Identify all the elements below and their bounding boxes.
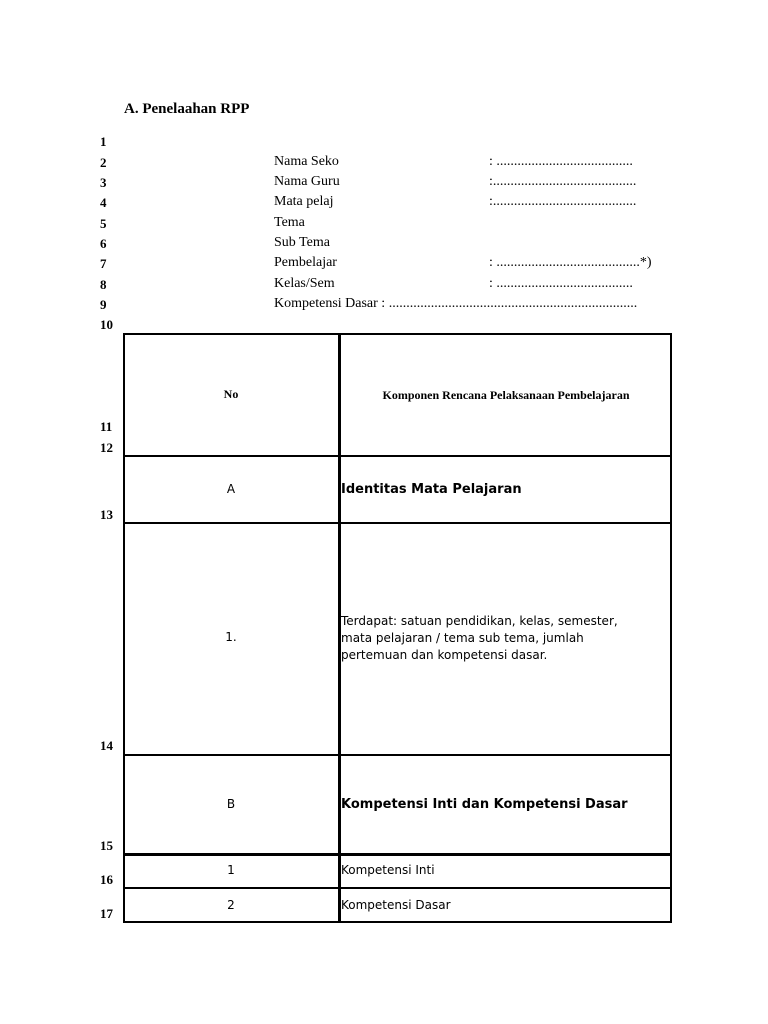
field-label-pembelajaran: Pembelajar	[274, 255, 337, 270]
section-title: A. Penelaahan RPP	[124, 101, 250, 117]
field-label-mata-pelajaran: Mata pelaj	[274, 194, 334, 209]
row-divider	[123, 754, 672, 756]
row-number: 16	[100, 872, 113, 887]
header-komponen: Komponen Rencana Pelaksanaan Pembelajaran	[382, 388, 630, 402]
field-value-nama-sekolah: : .......................................	[489, 154, 633, 169]
row-number: 1	[100, 134, 107, 149]
row-number: 12	[100, 440, 113, 455]
row-number: 15	[100, 838, 113, 853]
field-label-nama-guru: Nama Guru	[274, 174, 340, 189]
field-value-nama-guru: :.........................................	[489, 174, 637, 189]
field-value-pembelajaran: : .........................................*)	[489, 255, 652, 270]
header-no: No	[223, 387, 239, 401]
table-border-top	[123, 333, 672, 335]
table-row-no: A	[226, 482, 236, 496]
row-divider	[123, 887, 672, 889]
table-row-text: Kompetensi Inti dan Kompetensi Dasar	[341, 797, 628, 812]
row-divider	[123, 455, 672, 457]
table-row-text: Terdapat: satuan pendidikan, kelas, semester, mata pelajaran / tema sub tema, jumlah pertemuan dan kompetensi dasar.	[341, 614, 618, 662]
table-row-text: Identitas Mata Pelajaran	[341, 482, 522, 497]
row-number: 9	[100, 297, 107, 312]
row-number: 6	[100, 236, 107, 251]
row-number: 13	[100, 507, 113, 522]
table-border-left	[123, 333, 125, 923]
row-divider	[123, 853, 672, 856]
field-label-nama-sekolah: Nama Seko	[274, 154, 339, 169]
table-row-no: 1.	[225, 630, 237, 644]
rpp-table	[123, 333, 672, 923]
row-number: 2	[100, 155, 107, 170]
row-number: 8	[100, 277, 107, 292]
table-row-text: Kompetensi Inti	[341, 863, 435, 877]
row-number: 14	[100, 738, 113, 753]
row-number: 4	[100, 195, 107, 210]
field-label-kelas-semester: Kelas/Sem	[274, 276, 335, 291]
table-row-no: B	[226, 797, 236, 811]
row-number: 11	[100, 419, 113, 434]
table-row-no: 1	[227, 863, 235, 877]
row-number: 10	[100, 317, 113, 332]
field-label-tema: Tema	[274, 215, 305, 230]
row-number: 3	[100, 175, 107, 190]
table-border-right	[670, 333, 672, 923]
kompetensi-dasar-line: Kompetensi Dasar : .......................................................................	[274, 296, 638, 311]
field-value-kelas-semester: : .......................................	[489, 276, 633, 291]
field-value-mata-pelajaran: :.........................................	[489, 194, 637, 209]
table-row-no: 2	[227, 898, 235, 912]
row-number: 17	[100, 906, 113, 921]
row-divider	[123, 522, 672, 524]
row-number: 5	[100, 216, 107, 231]
row-number: 7	[100, 256, 107, 271]
table-row-text: Kompetensi Dasar	[341, 898, 451, 912]
table-border-bottom	[123, 921, 672, 923]
field-label-sub-tema: Sub Tema	[274, 235, 330, 250]
